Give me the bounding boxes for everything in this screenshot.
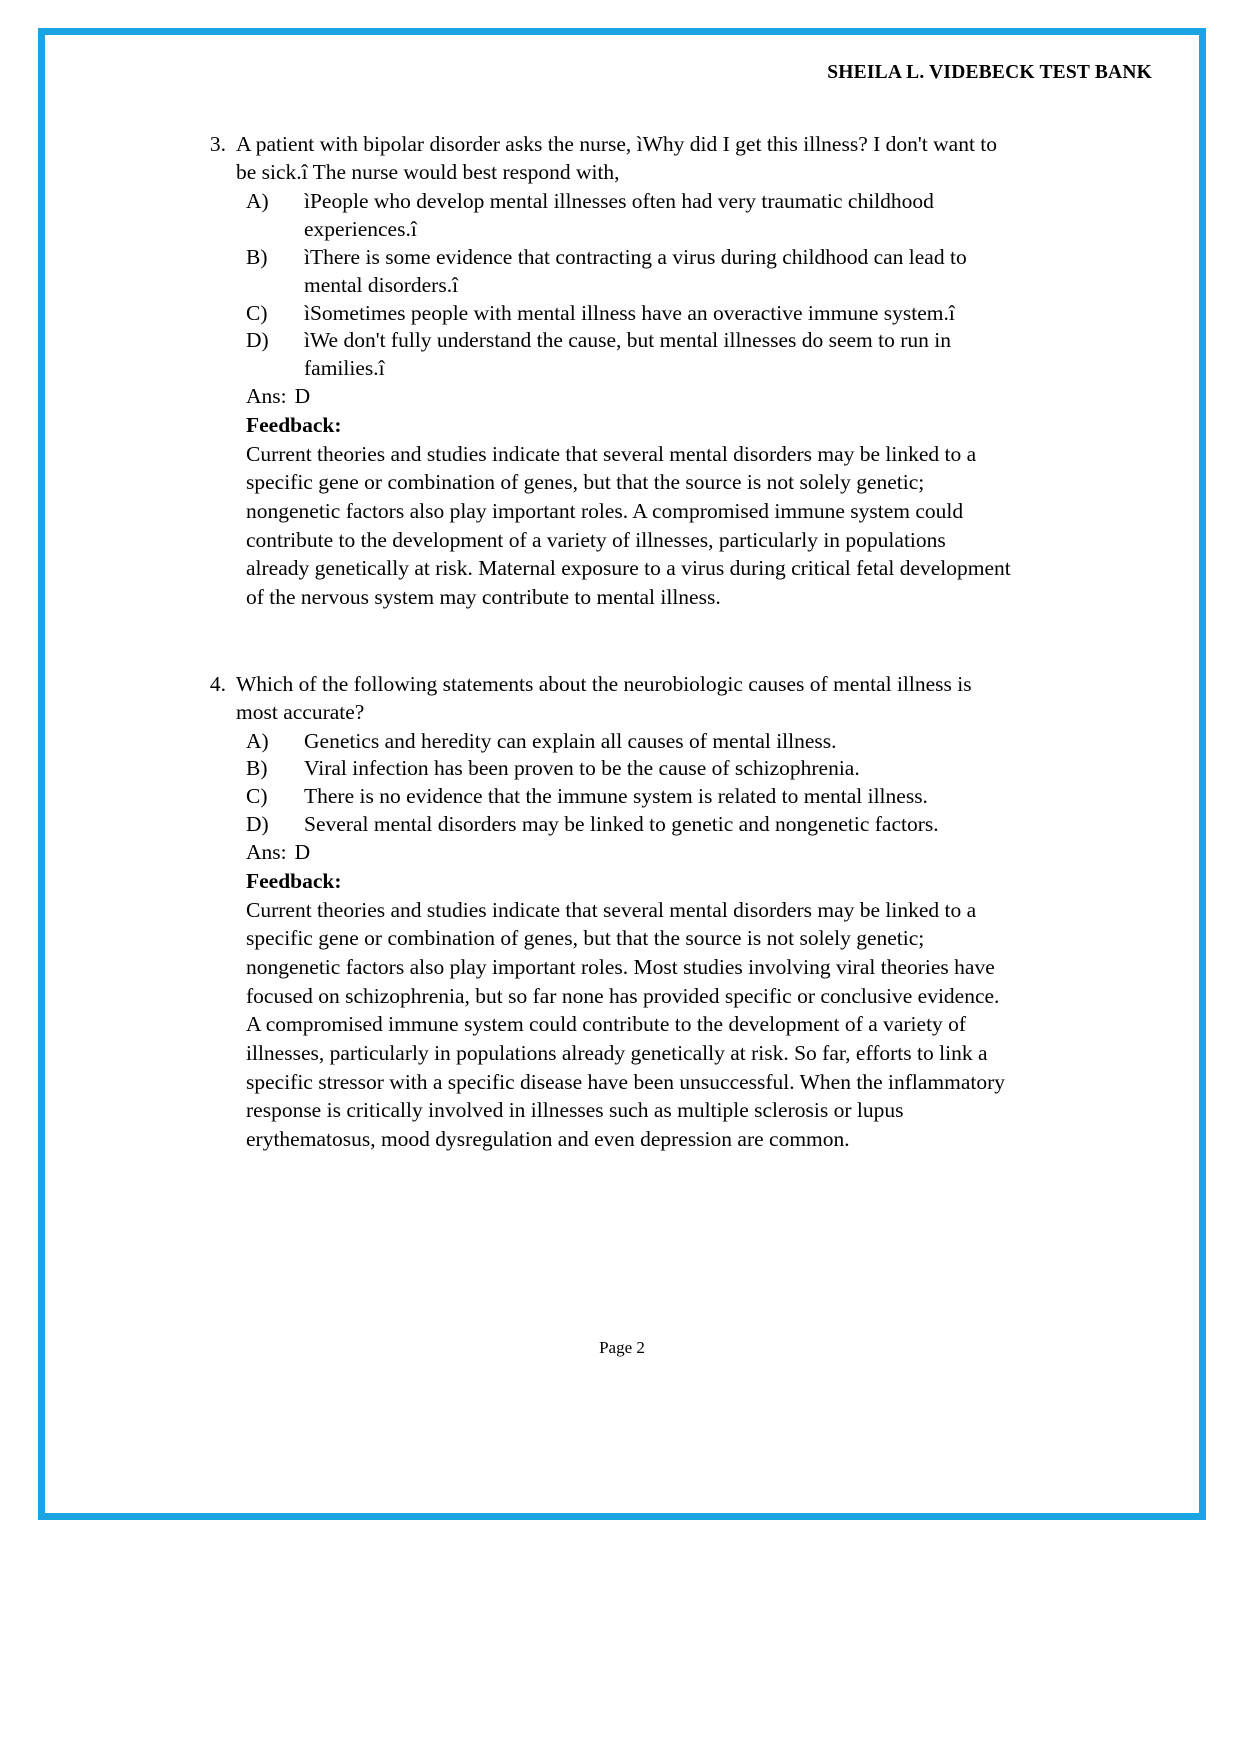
option-text: Genetics and heredity can explain all causes of mental illness. [304,728,837,753]
question-stem-3 [202,130,1012,187]
option-letter: A) [246,188,269,213]
document-body [202,130,1012,1154]
options-list-3 [202,188,1012,384]
option-text: There is no evidence that the immune system is related to mental illness. [304,784,928,809]
page-footer-label: Page 2 [599,1338,645,1357]
option-4-a[interactable] [246,728,1012,756]
option-3-d[interactable] [246,327,1012,383]
question-text-4: Which of the following statements about the neurobiologic causes of mental illness is most accurate? [236,671,972,725]
feedback-text-4: Current theories and studies indicate that several mental disorders may be linked to a specific gene or combination of genes, but that the source is not solely genetic; nongenetic factors also play important roles. Most studies involving viral theories have focused on schizophrenia, but so far none has provided specific or conclusive evidence. A compromised immune system could contribute to the development of a variety of illnesses, particularly in populations already genetically at risk. So far, efforts to link a specific stressor with a specific disease have been unsuccessful. When the inflammatory response is critically involved in illnesses such as multiple sclerosis or lupus erythematosus, mood dysregulation and even depression are common. [246,897,1006,1152]
option-letter: B) [246,756,268,781]
option-text: ìPeople who develop mental illnesses often had very traumatic childhood experiences.î [304,188,934,241]
option-text: Viral infection has been proven to be the cause of schizophrenia. [304,756,860,781]
options-list-4 [202,728,1012,840]
feedback-label-4: Feedback: [246,869,342,894]
question-number-3: 3. [209,132,226,156]
option-3-b[interactable] [246,244,1012,300]
page-content-area [52,42,1192,1506]
option-4-c[interactable] [246,783,1012,811]
answer-line-3 [202,383,1012,411]
option-letter: A) [246,728,269,753]
option-letter: C) [246,300,268,325]
option-letter: C) [246,784,268,809]
question-block-4 [202,670,1012,1154]
question-number-4: 4. [209,671,226,696]
option-3-a[interactable] [246,188,1012,244]
feedback-label-3: Feedback: [246,413,342,438]
question-block-3 [202,130,1012,612]
feedback-text-3: Current theories and studies indicate that several mental disorders may be linked to a specific gene or combination of genes, but that the source is not solely genetic; nongenetic factors also play important roles. A compromised immune system could contribute to the development of a variety of illnesses, particularly in populations already genetically at risk. Maternal exposure to a virus during critical fetal development of the nervous system may contribute to mental illness. [246,441,1011,610]
answer-value: D [294,384,311,409]
question-text-3: A patient with bipolar disorder asks the nurse, ìWhy did I get this illness? I don't want to be sick.î The nurse would best respond with, [236,132,998,185]
document-header-title: SHEILA L. VIDEBECK TEST BANK [827,62,1152,83]
question-spacer [202,612,1012,670]
option-letter: D) [246,328,269,353]
answer-label: Ans: [246,840,287,865]
answer-value: D [294,840,311,865]
option-text: ìThere is some evidence that contracting a virus during childhood can lead to mental disorders.î [304,244,967,297]
option-4-b[interactable] [246,755,1012,783]
answer-line-4 [202,839,1012,867]
option-3-c[interactable] [246,300,1012,328]
option-text: ìSometimes people with mental illness have an overactive immune system.î [304,300,955,325]
option-letter: D) [246,812,269,837]
question-stem-4 [202,670,1012,727]
option-text: Several mental disorders may be linked to genetic and nongenetic factors. [304,812,939,837]
option-letter: B) [246,244,268,269]
answer-label: Ans: [246,384,287,409]
option-text: ìWe don't fully understand the cause, but mental illnesses do seem to run in families.î [304,328,952,381]
option-4-d[interactable] [246,811,1012,839]
